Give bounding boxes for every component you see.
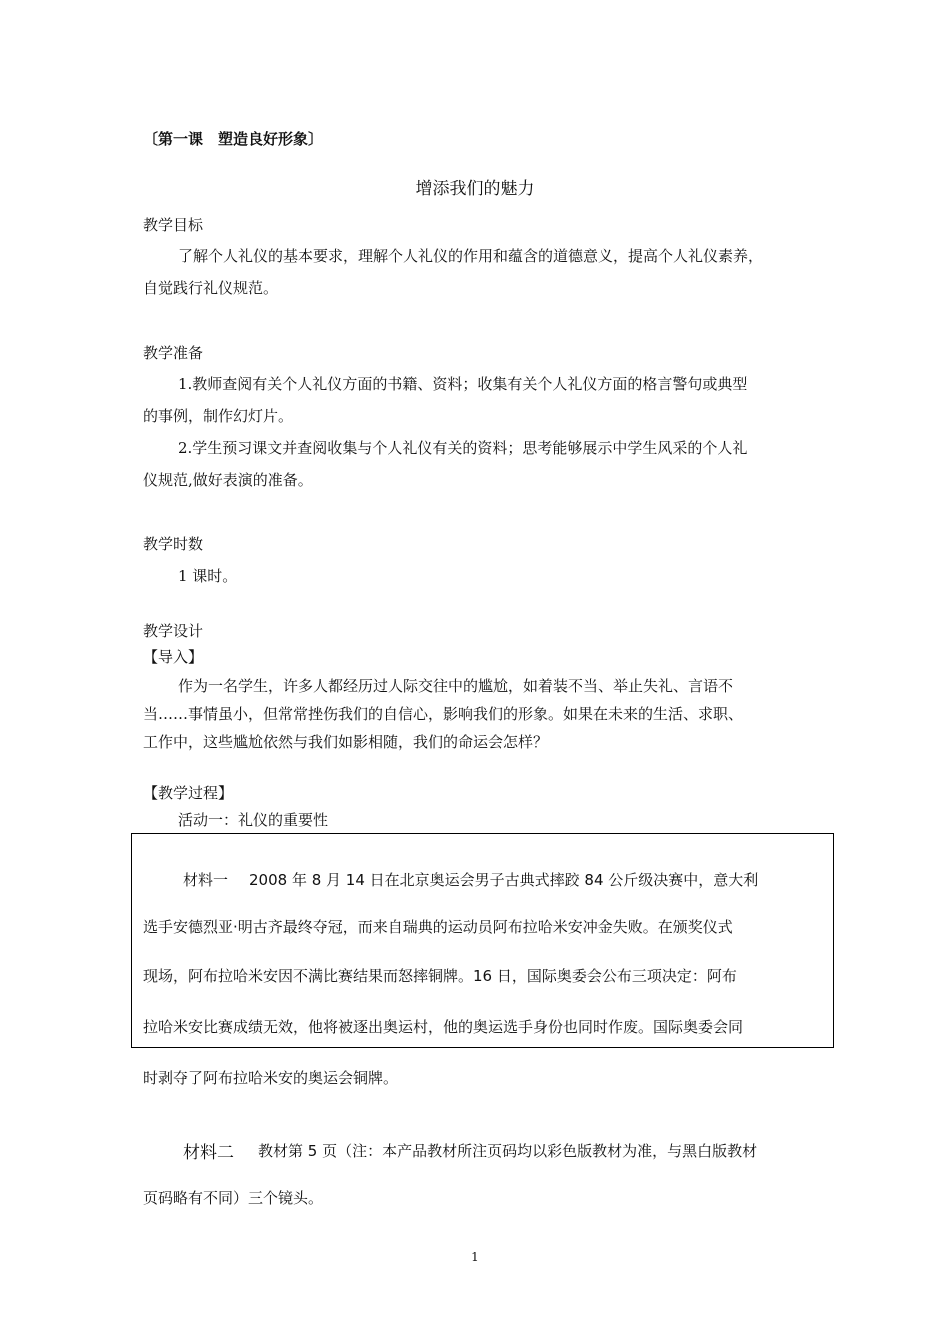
material1-label: 材料一	[183, 871, 229, 889]
preparation-line: 的事例，制作幻灯片。	[143, 407, 294, 425]
intro-line: 当……事情虽小，但常常挫伤我们的自信心，影响我们的形象。如果在未来的生活、求职、	[143, 705, 744, 723]
hours-value: 1 课时。	[178, 567, 238, 585]
material2-line: 页码略有不同）三个镜头。	[143, 1189, 324, 1207]
material2-line: 教材第 5 页（注：本产品教材所注页码均以彩色版教材为准，与黑白版教材	[258, 1142, 758, 1160]
material1-line: 时剥夺了阿布拉哈米安的奥运会铜牌。	[143, 1069, 399, 1087]
intro-line: 工作中，这些尴尬依然与我们如影相随，我们的命运会怎样？	[143, 733, 549, 751]
material1-line: 现场，阿布拉哈米安因不满比赛结果而怒摔铜牌。16 日，国际奥委会公布三项决定：阿布	[143, 967, 737, 985]
page-number: 1	[471, 1250, 479, 1264]
intro-label: 【导入】	[143, 648, 204, 666]
material1-line: 选手安德烈亚·明古齐最终夺冠，而来自瑞典的运动员阿布拉哈米安冲金失败。在颁奖仪式	[143, 918, 733, 936]
material1-line: 2008 年 8 月 14 日在北京奥运会男子古典式摔跤 84 公斤级决赛中，意大利	[249, 871, 759, 889]
design-heading: 教学设计	[143, 622, 204, 640]
preparation-line: 2.学生预习课文并查阅收集与个人礼仪有关的资料；思考能够展示中学生风采的个人礼	[178, 439, 748, 457]
objectives-heading: 教学目标	[143, 216, 204, 234]
activity-title: 活动一：礼仪的重要性	[178, 811, 329, 829]
material2-label: 材料二	[183, 1143, 234, 1163]
page-title: 增添我们的魅力	[415, 179, 535, 199]
preparation-line: 1.教师查阅有关个人礼仪方面的书籍、资料；收集有关个人礼仪方面的格言警句或典型	[178, 375, 748, 393]
material1-line: 拉哈米安比赛成绩无效，他将被逐出奥运村，他的奥运选手身份也同时作废。国际奥委会同	[143, 1018, 744, 1036]
preparation-heading: 教学准备	[143, 344, 204, 362]
objectives-line: 了解个人礼仪的基本要求，理解个人礼仪的作用和蕴含的道德意义，提高个人礼仪素养，	[178, 247, 764, 265]
preparation-line: 仪规范,做好表演的准备。	[143, 471, 313, 489]
hours-heading: 教学时数	[143, 535, 204, 553]
objectives-line: 自觉践行礼仪规范。	[143, 279, 279, 297]
process-label: 【教学过程】	[143, 784, 234, 802]
lesson-header: 〔第一课 塑造良好形象〕	[143, 130, 324, 148]
intro-line: 作为一名学生，许多人都经历过人际交往中的尴尬，如着装不当、举止失礼、言语不	[178, 677, 734, 695]
